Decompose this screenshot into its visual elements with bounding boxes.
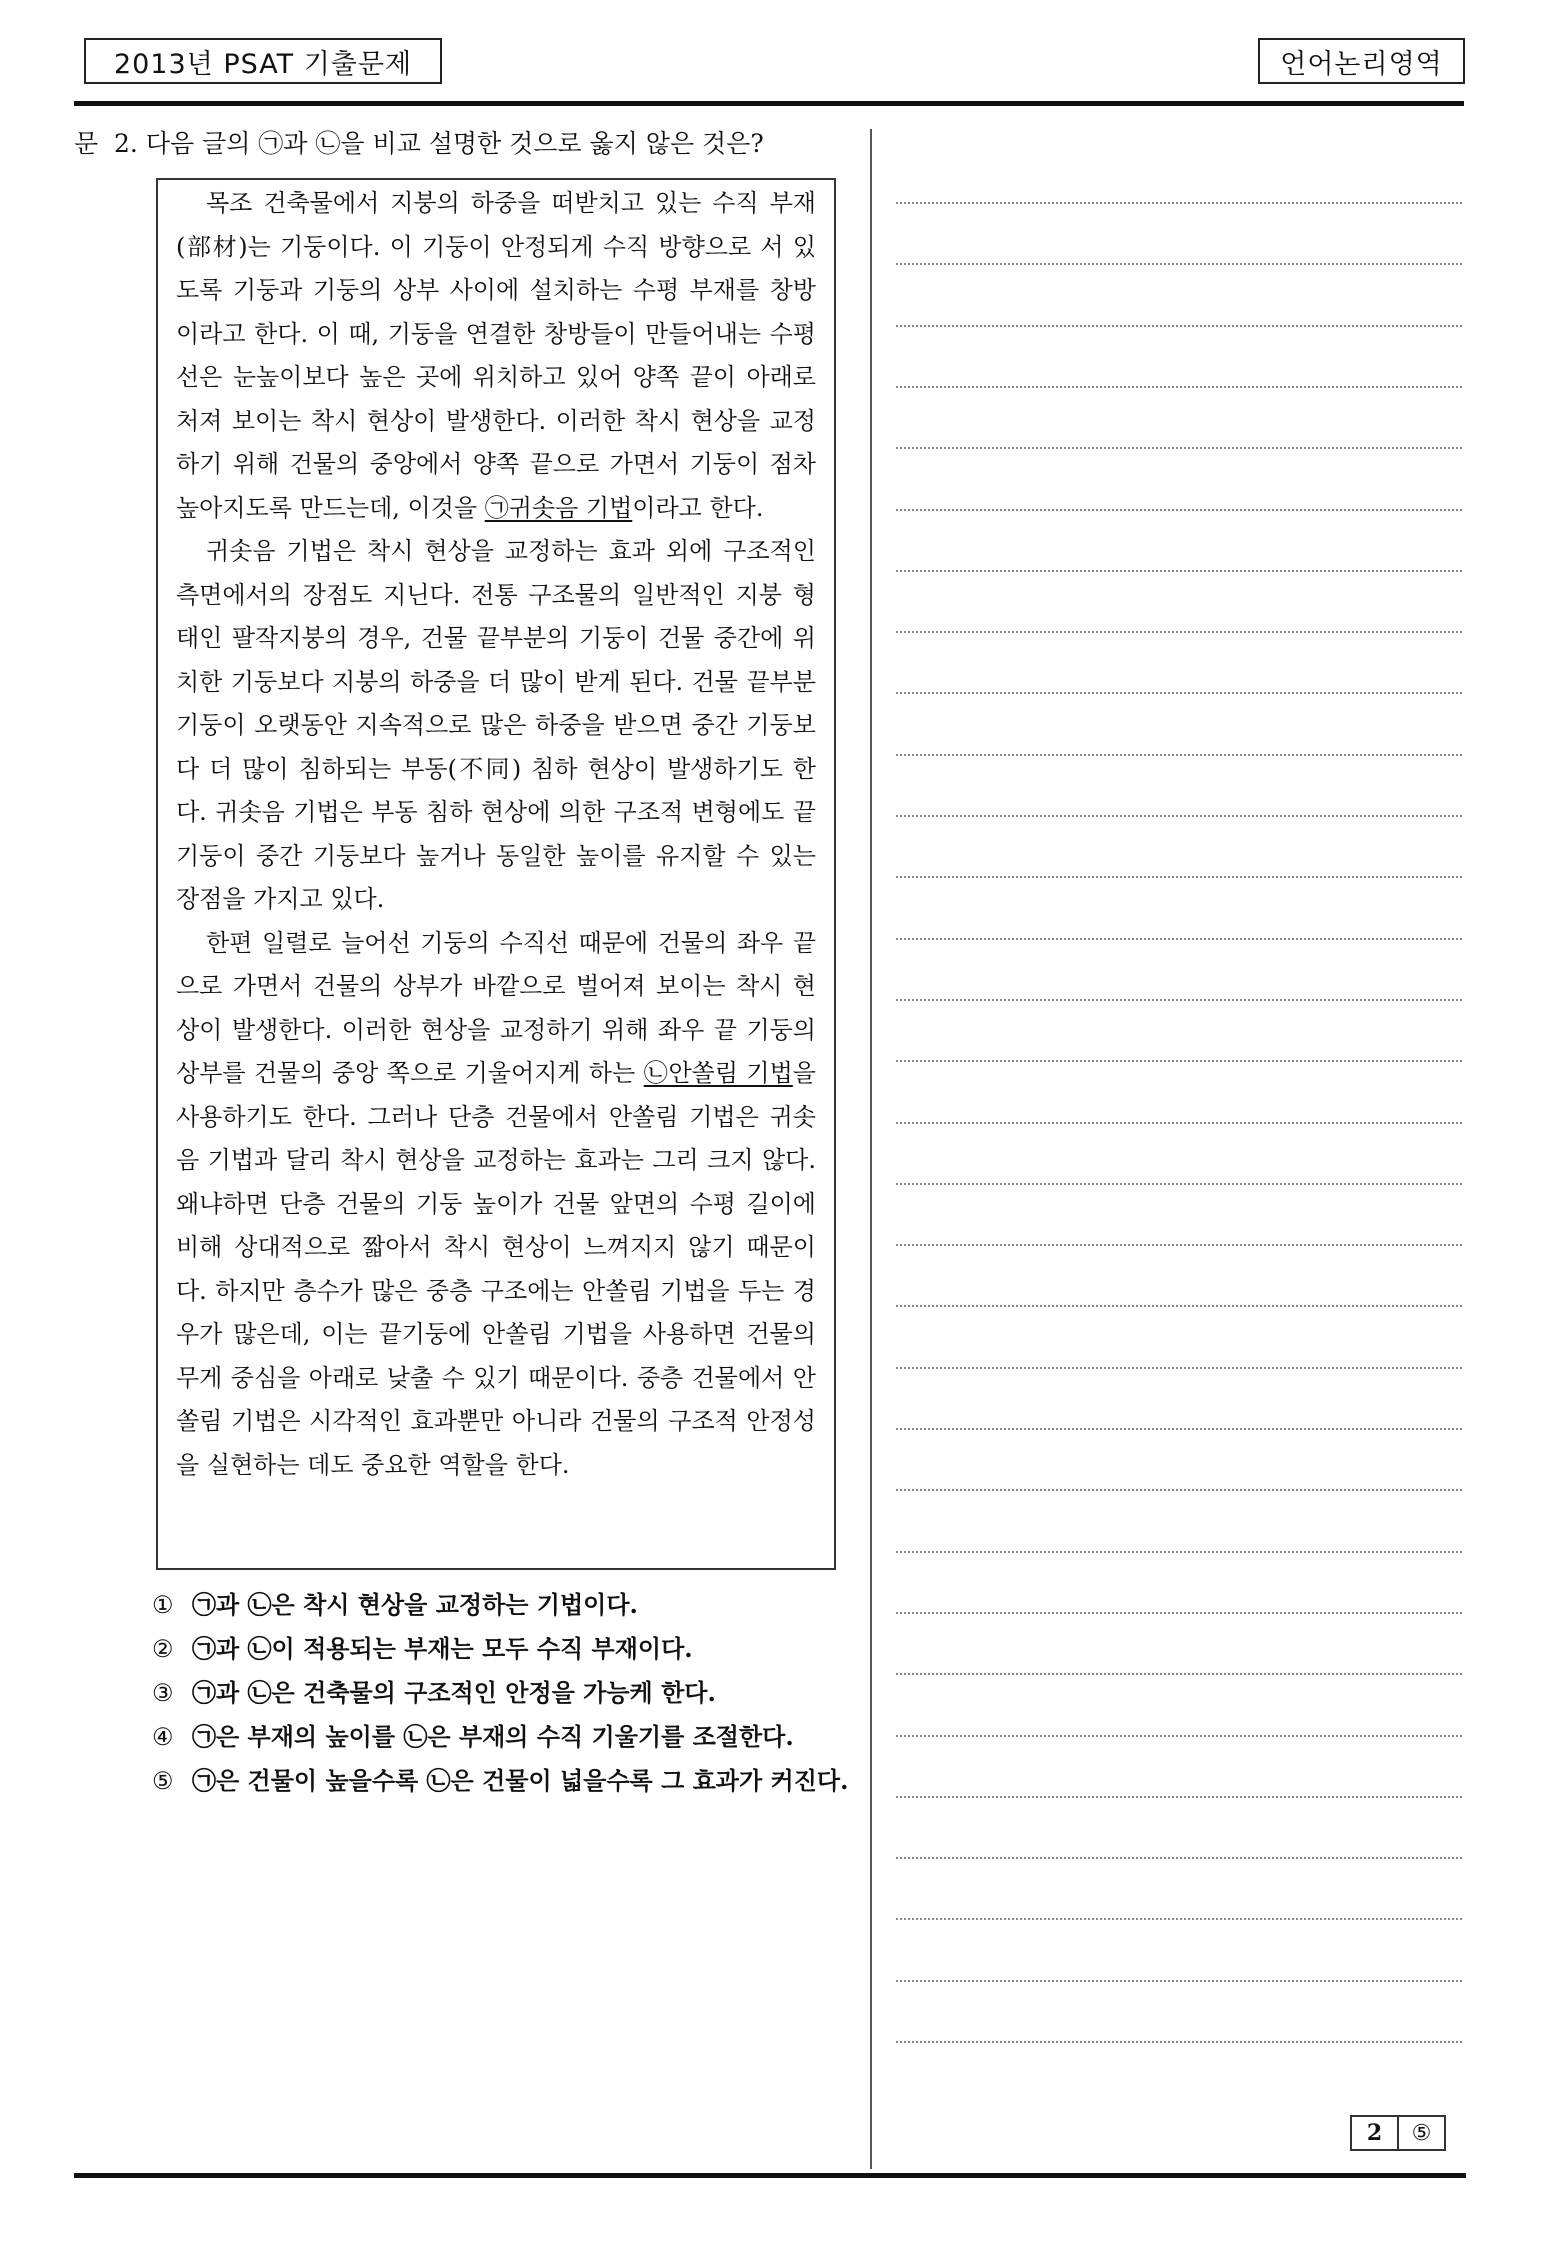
choice-marker: ⑤ bbox=[152, 1767, 174, 1795]
choice-5[interactable] bbox=[152, 1759, 862, 1803]
bottom-divider bbox=[74, 2173, 1466, 2178]
choice-4[interactable] bbox=[152, 1715, 862, 1759]
memo-line bbox=[896, 1980, 1462, 1982]
passage-text: 목조 건축물에서 지붕의 하중을 떠받치고 있는 수직 부재(部材)는 기둥이다. 이 기둥이 안정되게 수직 방향으로 서 있도록 기둥과 기둥의 상부 사이에 설치하는 수평 부재를 창방이라고 한다. 이 때, 기둥을 연결한 창방들이 만들어내는 수평선은 눈높이보다 높은 곳에 위치하고 있어 양쪽 끝이 아래로 처져 보이는 착시 현상이 발생한다. 이러한 착시 현상을 교정하기 위해 건물의 중앙에서 양쪽 끝으로 가면서 기둥이 점차 높아지도록 만드는데, 이것을 bbox=[176, 189, 816, 522]
memo-line bbox=[896, 1244, 1462, 1246]
memo-line bbox=[896, 1060, 1462, 1062]
memo-line bbox=[896, 2041, 1462, 2043]
memo-line bbox=[896, 1122, 1462, 1124]
choice-marker: ③ bbox=[152, 1679, 174, 1707]
exam-title-box bbox=[84, 38, 442, 84]
passage-box bbox=[156, 178, 836, 1570]
question-stem bbox=[74, 124, 854, 164]
memo-line bbox=[896, 692, 1462, 694]
choice-marker: ② bbox=[152, 1635, 174, 1663]
choice-marker: ④ bbox=[152, 1723, 174, 1751]
choice-text: ㉠은 건물이 높을수록 ㉡은 건물이 넓을수록 그 효과가 커진다. bbox=[192, 1766, 849, 1795]
memo-line bbox=[896, 631, 1462, 633]
question-number: 2. bbox=[114, 129, 138, 158]
passage-text: 이라고 한다. bbox=[632, 493, 764, 522]
memo-line bbox=[896, 1612, 1462, 1614]
page-indicator bbox=[1350, 2115, 1446, 2151]
memo-line bbox=[896, 325, 1462, 327]
memo-line bbox=[896, 938, 1462, 940]
passage-paragraph-1 bbox=[176, 182, 816, 530]
memo-line bbox=[896, 447, 1462, 449]
answer-choices bbox=[152, 1583, 862, 1803]
answer-mark: ⑤ bbox=[1411, 2120, 1432, 2146]
term-ansollim: ㉡안쏠림 기법 bbox=[643, 1059, 793, 1087]
choice-text: ㉠과 ㉡이 적용되는 부재는 모두 수직 부재이다. bbox=[192, 1634, 693, 1663]
choice-3[interactable] bbox=[152, 1671, 862, 1715]
question-prefix: 문 bbox=[74, 129, 99, 158]
memo-line bbox=[896, 1735, 1462, 1737]
memo-area bbox=[896, 0, 1462, 2160]
memo-line bbox=[896, 202, 1462, 204]
choice-2[interactable] bbox=[152, 1627, 862, 1671]
memo-line bbox=[896, 999, 1462, 1001]
memo-line bbox=[896, 1428, 1462, 1430]
memo-line bbox=[896, 570, 1462, 572]
memo-line bbox=[896, 386, 1462, 388]
column-divider bbox=[870, 129, 872, 2169]
choice-text: ㉠은 부재의 높이를 ㉡은 부재의 수직 기울기를 조절한다. bbox=[192, 1722, 794, 1751]
memo-line bbox=[896, 1551, 1462, 1553]
choice-text: ㉠과 ㉡은 건축물의 구조적인 안정을 가능케 한다. bbox=[192, 1678, 716, 1707]
memo-line bbox=[896, 1918, 1462, 1920]
memo-line bbox=[896, 509, 1462, 511]
page-number: 2 bbox=[1352, 2117, 1399, 2149]
memo-line bbox=[896, 1673, 1462, 1675]
choice-marker: ① bbox=[152, 1591, 174, 1619]
memo-line bbox=[896, 876, 1462, 878]
memo-line bbox=[896, 1796, 1462, 1798]
passage-text: 을 사용하기도 한다. 그러나 단층 건물에서 안쏠림 기법은 귀솟음 기법과 달리 착시 현상을 교정하는 효과는 그리 크지 않다. 왜냐하면 단층 건물의 기둥 높이가 건물 앞면의 수평 길이에 비해 상대적으로 짧아서 착시 현상이 느껴지지 않기 때문이다. 하지만 층수가 많은 중층 구조에는 안쏠림 기법을 두는 경우가 많은데, 이는 끝기둥에 안쏠림 기법을 사용하면 건물의 무게 중심을 아래로 낮출 수 있기 때문이다. 중층 건물에서 안쏠림 기법은 시각적인 효과뿐만 아니라 건물의 구조적 안정성을 실현하는 데도 중요한 역할을 한다. bbox=[176, 1059, 816, 1479]
memo-line bbox=[896, 1489, 1462, 1491]
passage-paragraph-3 bbox=[176, 922, 816, 1488]
term-gwisoteum: ㉠귀솟음 기법 bbox=[484, 493, 633, 522]
memo-line bbox=[896, 754, 1462, 756]
memo-line bbox=[896, 1367, 1462, 1369]
memo-line bbox=[896, 1183, 1462, 1185]
choice-text: ㉠과 ㉡은 착시 현상을 교정하는 기법이다. bbox=[192, 1590, 638, 1619]
question-text: 다음 글의 ㉠과 ㉡을 비교 설명한 것으로 옳지 않은 것은? bbox=[145, 129, 764, 158]
choice-1[interactable] bbox=[152, 1583, 862, 1627]
passage-paragraph-2: 귀솟음 기법은 착시 현상을 교정하는 효과 외에 구조적인 측면에서의 장점도 지닌다. 전통 구조물의 일반적인 지붕 형태인 팔작지붕의 경우, 건물 끝부분의 기둥이 건물 중간에 위치한 기둥보다 지붕의 하중을 더 많이 받게 된다. 건물 끝부분 기둥이 오랫동안 지속적으로 많은 하중을 받으면 중간 기둥보다 더 많이 침하되는 부동(不同) 침하 현상이 발생하기도 한다. 귀솟음 기법은 부동 침하 현상에 의한 구조적 변형에도 끝기둥이 중간 기둥보다 높거나 동일한 높이를 유지할 수 있는 장점을 가지고 있다. bbox=[176, 537, 816, 913]
memo-line bbox=[896, 1857, 1462, 1859]
passage-text: 한편 일렬로 늘어선 기둥의 수직선 때문에 건물의 좌우 끝으로 가면서 건물의 상부가 바깥으로 벌어져 보이는 착시 현상이 발생한다. 이러한 현상을 교정하기 위해 좌우 끝 기둥의 상부를 건물의 중앙 쪽으로 기울어지게 하는 bbox=[176, 928, 816, 1087]
exam-title: 2013년 PSAT 기출문제 bbox=[113, 48, 413, 80]
memo-line bbox=[896, 1305, 1462, 1307]
section-title: 언어논리영역 bbox=[1280, 48, 1443, 80]
memo-line bbox=[896, 263, 1462, 265]
memo-line bbox=[896, 815, 1462, 817]
